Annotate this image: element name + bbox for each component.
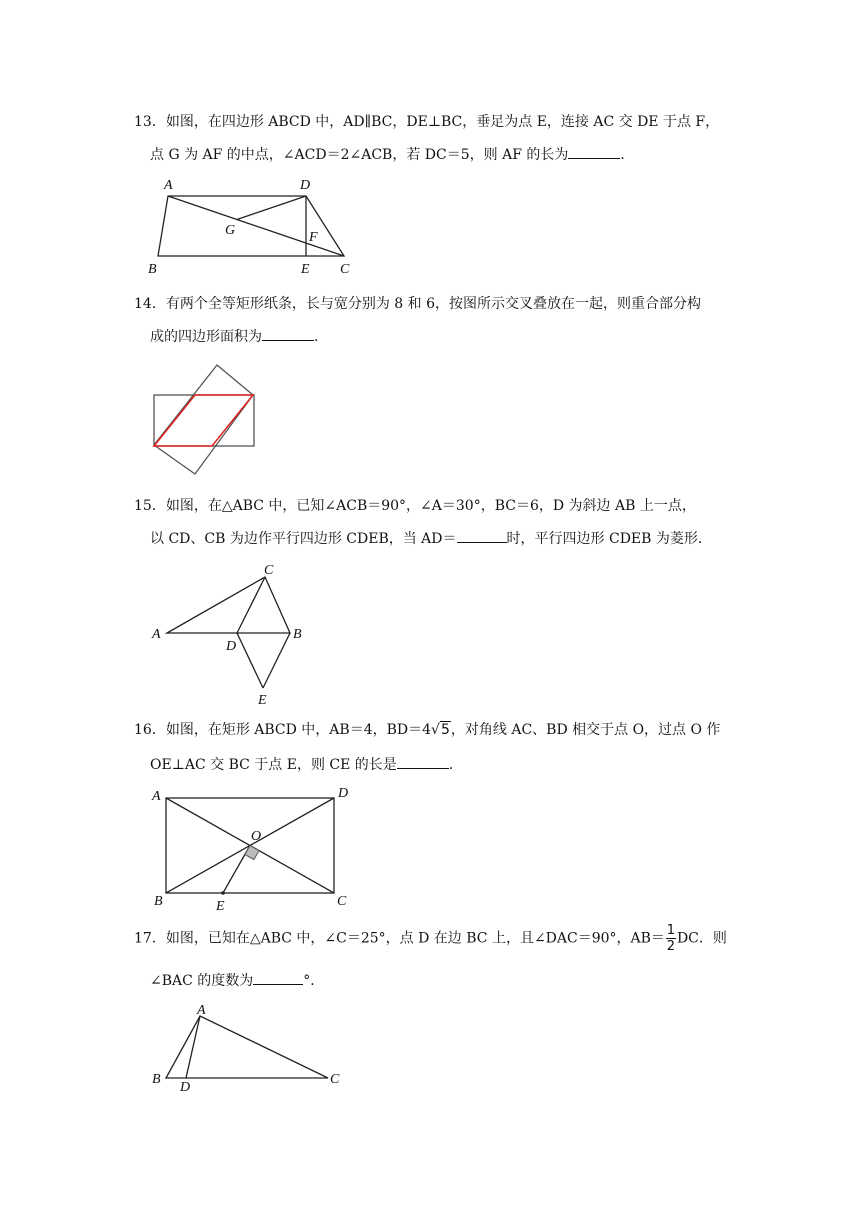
q13-text-line1: 13．如图，在四边形 ABCD 中，AD∥BC，DE⊥BC，垂足为点 E，连接 AC 交 DE 于点 F，: [134, 114, 720, 130]
q13-text-line2: [150, 144, 634, 165]
q15-text-line1: 15．如图，在△ABC 中，已知∠ACB＝90°，∠A＝30°，BC＝6，D 为斜边 AB 上一点，: [134, 498, 696, 514]
q17-segment-ad: [186, 1016, 200, 1078]
q17-text-line1-end: DC．则: [676, 930, 727, 947]
q13-answer-blank[interactable]: [568, 144, 620, 159]
q15-label-a: A: [152, 627, 161, 642]
q17-answer-blank[interactable]: [253, 970, 303, 985]
q17-fraction-denominator: 2: [666, 939, 676, 954]
q16-answer-blank[interactable]: [397, 754, 449, 769]
q14-tilted-strip: [154, 365, 253, 474]
q17-fraction-numerator: 1: [666, 923, 676, 938]
q16-text-line2: [150, 754, 463, 775]
q15-figure: [146, 560, 316, 710]
q17-text-line2-end: °．: [303, 973, 325, 989]
q15-segment-de: [237, 633, 263, 688]
q16-point-e-dot: [221, 891, 225, 895]
q16-text-line1: [134, 720, 720, 740]
q13-segment-ac: [168, 196, 344, 256]
q15-text-line2: [150, 528, 712, 549]
q17-label-c: C: [330, 1072, 340, 1087]
q16-text-line1-end: ，对角线 AC、BD 相交于点 O，过点 O 作: [450, 722, 721, 738]
q13-text-line2-end: ．: [620, 147, 635, 163]
q17-text-line2: [150, 970, 324, 991]
q14-text-line2-start: 成的四边形面积为: [150, 329, 262, 345]
q17-label-b: B: [152, 1072, 161, 1087]
q14-overlap-quadrilateral: [154, 395, 253, 446]
q13-label-e: E: [301, 262, 310, 277]
q15-segment-eb: [263, 633, 290, 688]
q13-label-a: A: [164, 178, 173, 193]
q13-label-f: F: [309, 230, 318, 245]
q15-label-d: D: [226, 639, 237, 654]
q13-figure: [140, 172, 370, 280]
q14-text-line2-end: ．: [314, 329, 328, 345]
q13-segment-dg: [237, 196, 306, 220]
q16-text-line2-start: OE⊥AC 交 BC 于点 E，则 CE 的长是: [150, 757, 397, 773]
q17-label-d: D: [180, 1080, 191, 1094]
q16-label-a: A: [152, 789, 161, 804]
q17-text-line1: [134, 924, 727, 953]
q13-label-g: G: [225, 223, 236, 238]
q16-label-b: B: [154, 894, 163, 909]
q13-label-b: B: [148, 262, 157, 277]
q15-label-c: C: [264, 563, 274, 578]
q16-label-e: E: [216, 899, 225, 914]
q16-sqrt-expression: √5: [431, 722, 450, 738]
q14-text-line1: 14．有两个全等矩形纸条，长与宽分别为 8 和 6，按图所示交叉叠放在一起，则重合部分构: [134, 296, 701, 312]
q13-text-line2-start: 点 G 为 AF 的中点，∠ACD＝2∠ACB，若 DC＝5，则 AF 的长为: [150, 147, 569, 163]
q14-horizontal-strip: [154, 395, 254, 446]
q16-text-line1-start: 16．如图，在矩形 ABCD 中，AB＝4，BD＝4: [134, 722, 432, 738]
q16-text-line2-end: ．: [448, 757, 463, 773]
q17-figure: [148, 1002, 348, 1094]
q16-sqrt-radicand: 5: [440, 722, 450, 738]
q16-figure: [146, 782, 366, 914]
q15-answer-blank[interactable]: [457, 528, 507, 543]
q17-triangle-abc: [166, 1016, 328, 1078]
q17-label-a: A: [197, 1003, 206, 1018]
q14-answer-blank[interactable]: [262, 326, 314, 341]
q15-triangle-abc: [167, 577, 290, 633]
q15-label-b: B: [293, 627, 302, 642]
q16-label-o: O: [251, 829, 262, 844]
q13-label-d: D: [300, 178, 311, 193]
q17-fraction-half: [666, 924, 676, 953]
q15-label-e: E: [258, 693, 267, 708]
q17-text-line2-start: ∠BAC 的度数为: [150, 973, 254, 989]
q16-label-d: D: [338, 786, 349, 801]
q16-label-c: C: [337, 894, 347, 909]
q15-text-line2-end: 时，平行四边形 CDEB 为菱形．: [506, 531, 712, 547]
q15-text-line2-start: 以 CD、CB 为边作平行四边形 CDEB，当 AD＝: [150, 531, 457, 547]
q14-text-line2: [150, 326, 328, 347]
q14-figure: [148, 360, 260, 480]
q17-text-line1-start: 17．如图，已知在△ABC 中，∠C＝25°，点 D 在边 BC 上，且∠DAC＝90°，AB＝: [134, 930, 665, 947]
q13-label-c: C: [340, 262, 350, 277]
